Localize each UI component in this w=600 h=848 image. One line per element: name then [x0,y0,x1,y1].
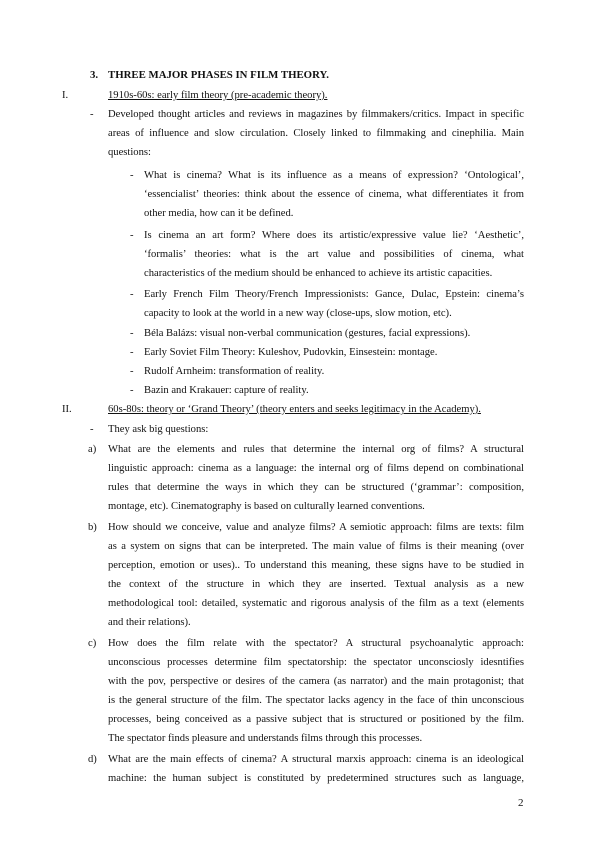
list-item-line: How should we conceive, value and analyze films? A semiotic approach: films are texts: film [108,522,524,533]
list-item-marker: - [130,289,134,300]
list-item-line: linguistic approach: cinema as a language: the internal org of films depend on combinational [108,463,524,474]
list-item-line: unconscious processes determine film spectatorship: the spectator unconsciosly idesntifies [108,657,524,668]
list-item-line: methodological tool: detailed, systematic and rigorous analysis of the film as a text (elements [108,598,524,609]
list-item-line: as a system on signs that can be interpreted. The main value of films is their meaning (over [108,541,524,552]
page-number: 2 [518,797,524,809]
phase-2-marker: II. [62,404,72,415]
list-item-line: ‘formalis’ theories: what is the art value and possibilities of cinema, what [144,249,524,260]
section-title: THREE MAJOR PHASES IN FILM THEORY. [108,69,329,81]
list-item-line: The spectator finds pleasure and understands films through this processes. [108,733,423,744]
list-item-line: rules that determine the ways in which they can be structured (‘grammar’: composition, [108,482,524,493]
list-item-line: Early French Film Theory/French Impressionists: Gance, Dulac, Epstein: cinema’s [144,289,524,300]
list-item-line: ‘essencialist’ theories: think about the essence of cinema, what differentiates it from [144,189,524,200]
list-item-line: What are the elements and rules that determine the internal org of films? A structural [108,444,524,455]
list-item-line: What are the main effects of cinema? A structural marxis approach: cinema is an ideological [108,754,524,765]
section-number: 3. [90,69,99,81]
list-item-line: and their relations). [108,617,191,628]
phase-2-heading: 60s-80s: theory or ‘Grand Theory’ (theory enters and seeks legitimacy in the Academy). [108,404,481,415]
list-item-line: Rudolf Arnheim: transformation of reality. [144,366,325,377]
list-item-marker: - [130,328,134,339]
list-item-line: What is cinema? What is its influence as a means of expression? ‘Ontological’, [144,170,524,181]
phase-1-intro-line: areas of influence and slow circulation. Closely linked to filmmaking and cinephilia. Main [108,128,524,139]
list-item-line: with the pov, perspective or desires of the camera (as narrator) and the main protagonist; that [108,676,524,687]
list-item-line: Bazin and Krakauer: capture of reality. [144,385,309,396]
list-item-line: machine: the human subject is constituted by predetermined structures such as language, [108,773,524,784]
list-item-line: montage, etc). Cinematography is based on culturally learned conventions. [108,501,425,512]
list-item-line: Béla Balázs: visual non-verbal communication (gestures, facial expressions). [144,328,471,339]
list-item-marker: - [130,230,134,241]
list-item-line: processes, being conceived as a passive subject that is structured or positioned by the film. [108,714,524,725]
list-item-line: other media, how can it be defined. [144,208,294,219]
list-item-marker: - [130,366,134,377]
list-item-marker: - [130,170,134,181]
phase-2-intro: They ask big questions: [108,424,209,435]
list-item-line: the context of the structure in which they are inserted. Textual analysis as a new [108,579,524,590]
phase-1-intro-marker: - [90,109,94,120]
list-item-marker: d) [88,754,97,765]
list-item-line: capacity to look at the world in a new way (close-ups, slow motion, etc). [144,308,452,319]
list-item-line: is the general structure of the film. The spectator lacks agency in the face of thin unconscious [108,695,524,706]
phase-1-heading: 1910s-60s: early film theory (pre-academic theory). [108,90,328,101]
list-item-line: perception, emotion or uses).. To understand this meaning, these signs have to be studied in [108,560,524,571]
list-item-marker: - [130,385,134,396]
list-item-marker: c) [88,638,97,649]
phase-1-intro-line: questions: [108,147,151,158]
list-item-line: Is cinema an art form? Where does its artistic/expressive value lie? ‘Aesthetic’, [144,230,524,241]
phase-2-intro-marker: - [90,424,94,435]
list-item-line: Early Soviet Film Theory: Kuleshov, Pudovkin, Einsestein: montage. [144,347,438,358]
list-item-marker: - [130,347,134,358]
list-item-marker: a) [88,444,97,455]
list-item-line: characteristics of the medium should be enhanced to achieve its artistic capacities. [144,268,493,279]
list-item-line: How does the film relate with the spectator? A structural psychoanalytic approach: [108,638,524,649]
list-item-marker: b) [88,522,97,533]
phase-1-intro-line: Developed thought articles and reviews in magazines by filmmakers/critics. Impact in specific [108,109,524,120]
phase-1-marker: I. [62,90,69,101]
